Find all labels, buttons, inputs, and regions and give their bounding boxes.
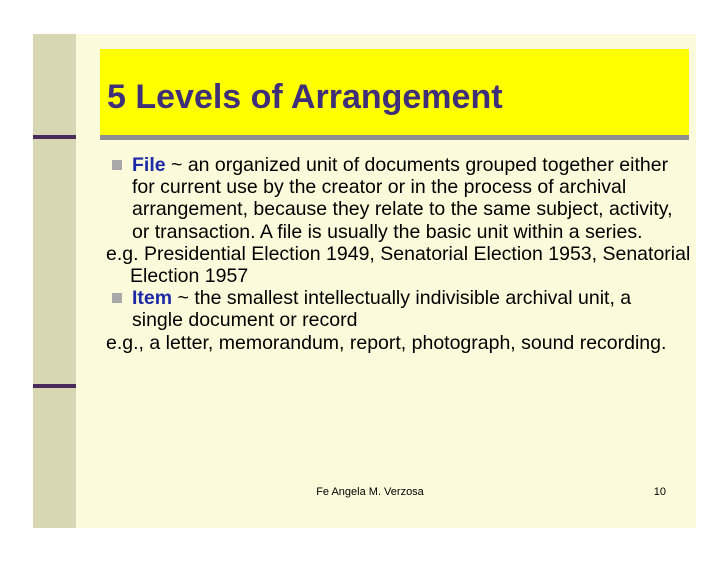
footer-author: Fe Angela M. Verzosa [316,486,424,498]
example-file: e.g. Presidential Election 1949, Senatorial Election 1953, Senatorial Election 1957 [106,242,691,288]
term-item: Item [132,287,173,310]
definition-item: ~ the smallest intellectually indivisible archival unit, a single document or record [132,287,632,332]
page-number: 10 [653,486,666,498]
square-bullet-icon [112,160,122,170]
example-item: e.g., a letter, memorandum, report, photograph, sound recording. [106,331,667,354]
slide-title: 5 Levels of Arrangement [107,78,503,116]
bullet-file [106,154,686,243]
term-file: File [132,154,166,176]
square-bullet-icon [112,293,122,303]
definition-file: ~ an organized unit of documents grouped together either for current use by the creator or in the process of archival arrangement, because they relate to the same subject, activity, or transaction. A file is usually the basic unit within a series. [132,154,673,243]
title-underline [100,135,689,140]
left-accent-line-middle [33,384,76,388]
slide-body [106,154,691,354]
left-accent-line-top [33,135,76,139]
bullet-item [106,287,686,331]
